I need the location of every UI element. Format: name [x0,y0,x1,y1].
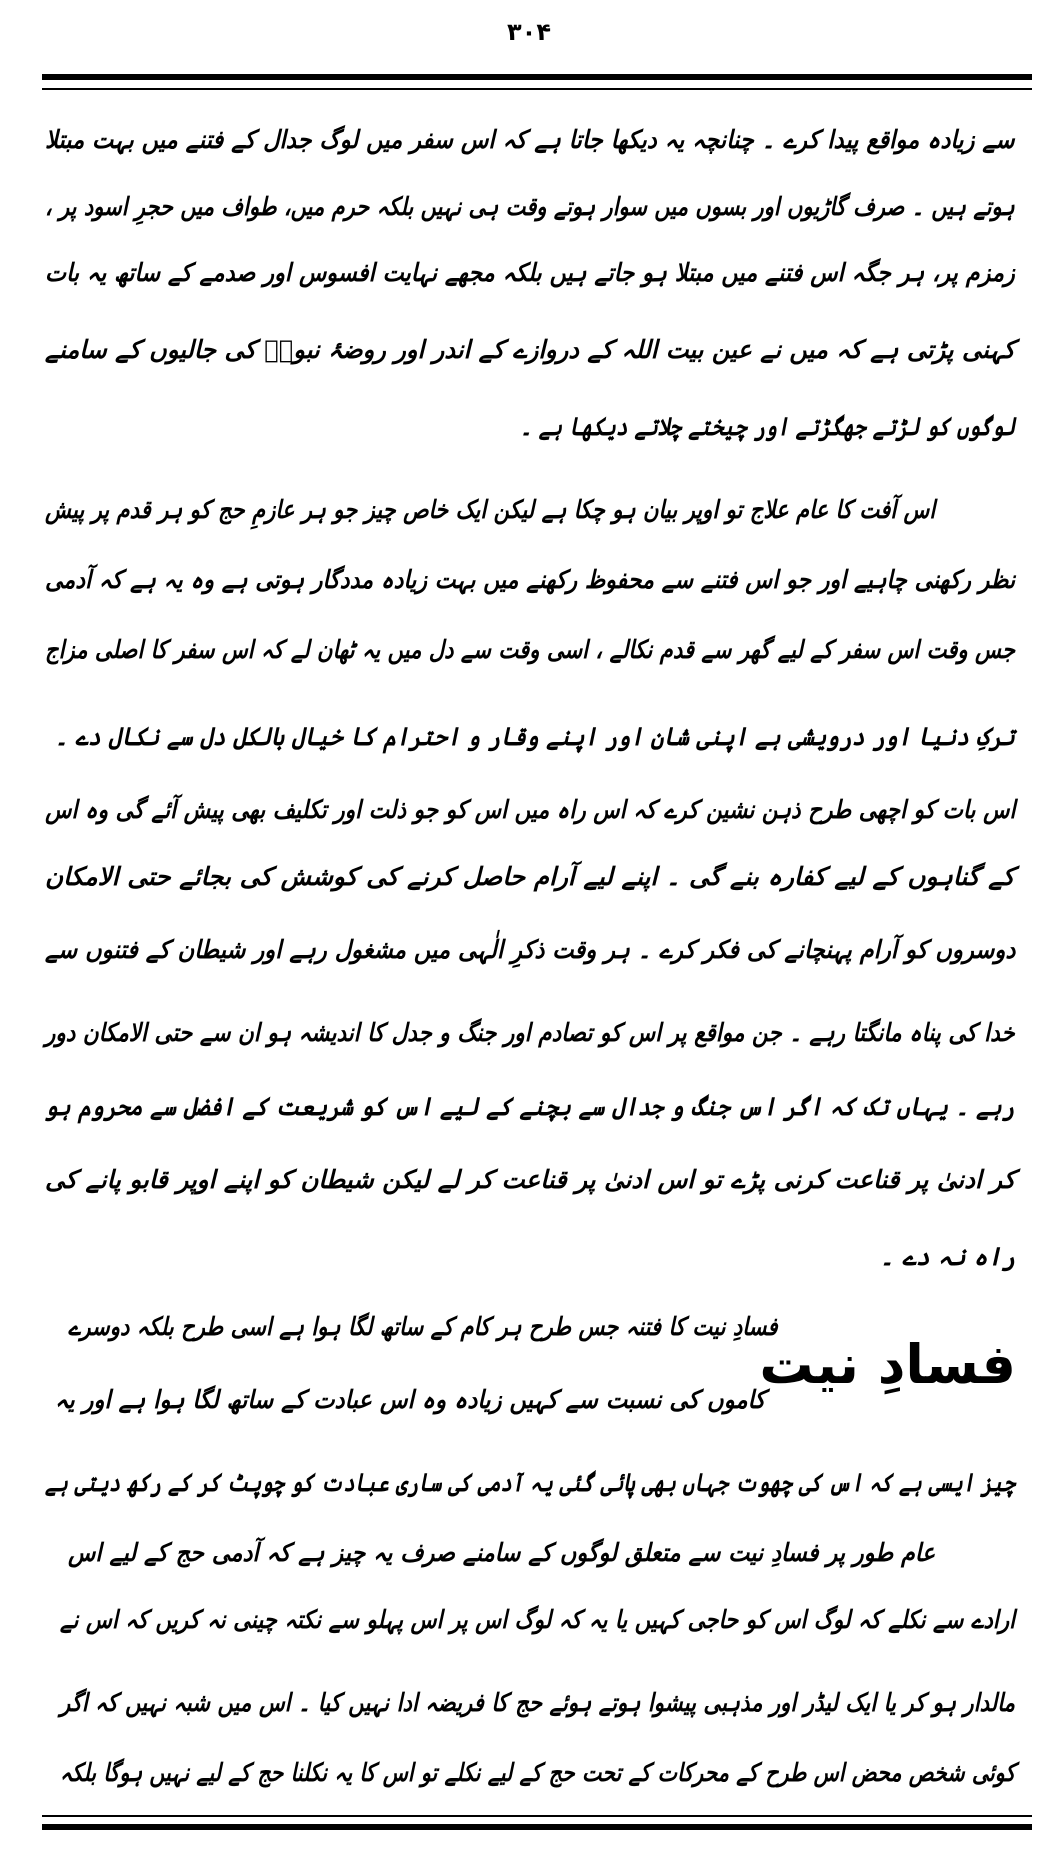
text-line: چیز ایسی ہے کہ اس کی چھوت جہاں بھی پائی گئی یہ آدمی کی ساری عبادت کو چوپٹ کر کے رکھ دیتی ہے [44,1468,1015,1497]
text-line: فسادِ نیت کا فتنہ جس طرح ہر کام کے ساتھ لگا ہوا ہے اسی طرح بلکہ دوسرے [68,1312,778,1341]
text-line: ترکِ دنیا اور درویشی ہے اپنی شان اور اپنے وقار و احترام کا خیال بالکل دل سے نکال دے ۔ [55,722,1015,751]
text-line: ارادے سے نکلے کہ لوگ اس کو حاجی کہیں یا یہ کہ لوگ اس پر اس پہلو سے نکتہ چینی نہ کریں کہ اس نے [59,1605,1015,1634]
text-line: راہ نہ دے ۔ [879,1242,1015,1271]
text-line: دوسروں کو آرام پہنچانے کی فکر کرے ۔ ہر وقت ذکرِ الٰہی میں مشغول رہے اور شیطان کے فتنوں سے [44,935,1015,964]
text-line: اس بات کو اچھی طرح ذہن نشین کرے کہ اس راہ میں اس کو جو ذلت اور تکلیف بھی پیش آئے گی وہ اس [44,795,1015,824]
text-line: کے گناہوں کے لیے کفارہ بنے گی ۔ اپنے لیے آرام حاصل کرنے کی کوشش کی بجائے حتی الامکان [45,862,1015,891]
text-line: کہنی پڑتی ہے کہ میں نے عین بیت اللہ کے دروازے کے اندر اور روضۂ نبویؐ کی جالیوں کے سامنے [45,335,1015,364]
text-line: سے زیادہ مواقع پیدا کرے ۔ چنانچہ یہ دیکھا جاتا ہے کہ اس سفر میں لوگ جدال کے فتنے میں بہت مبتلا [45,125,1015,154]
text-line: زمزم پر، ہر جگہ اس فتنے میں مبتلا ہو جاتے ہیں بلکہ مجھے نہایت افسوس اور صدمے کے ساتھ یہ بات [45,258,1015,287]
top-rule-thick [42,74,1032,80]
text-line: کر ادنیٰ پر قناعت کرنی پڑے تو اس ادنیٰ پر قناعت کر لے لیکن شیطان کو اپنے اوپر قابو پانے کی [44,1165,1015,1194]
top-rule-thin [42,88,1032,90]
section-heading: فسادِ نیت [759,1333,1016,1396]
text-line: نظر رکھنی چاہیے اور جو اس فتنے سے محفوظ رکھنے میں بہت زیادہ مددگار ہوتی ہے وہ یہ ہے کہ آدمی [44,565,1015,594]
text-line: جس وقت اس سفر کے لیے گھر سے قدم نکالے ، اسی وقت سے دل میں یہ ٹھان لے کہ اس سفر کا اصلی مزاج [44,635,1015,664]
text-line: عام طور پر فسادِ نیت سے متعلق لوگوں کے سامنے صرف یہ چیز ہے کہ آدمی حج کے لیے اس [67,1538,935,1567]
text-line: کوئی شخص محض اس طرح کے محرکات کے تحت حج کے لیے نکلے تو اس کا یہ نکلنا حج کے لیے نہیں ہوگا بلکہ [59,1758,1015,1787]
bottom-rule-thin [42,1815,1032,1817]
bottom-rule-thick [42,1824,1032,1830]
text-line: رہے ۔ یہاں تک کہ اگر اس جنگ و جدال سے بچنے کے لیے اس کو شریعت کے افضل سے محروم ہو [45,1092,1015,1121]
page-number: ۳۰۴ [507,18,551,46]
text-line: ہوتے ہیں ۔ صرف گاڑیوں اور بسوں میں سوار ہوتے وقت ہی نہیں بلکہ حرم میں، طواف میں حجرِ اسود پر ، [45,192,1015,221]
text-line: خدا کی پناہ مانگتا رہے ۔ جن مواقع پر اس کو تصادم اور جنگ و جدل کا اندیشہ ہو ان سے حتی الامکان دور [45,1018,1015,1047]
text-line: لوگوں کو لڑتے جھگڑتے اور چیختے چلاتے دیکھا ہے ۔ [519,412,1015,441]
text-line: مالدار ہو کر یا ایک لیڈر اور مذہبی پیشوا ہوتے ہوئے حج کا فریضہ ادا نہیں کیا ۔ اس میں شبہ نہیں کہ اگر [59,1688,1015,1717]
text-line: اس آفت کا عام علاج تو اوپر بیان ہو چکا ہے لیکن ایک خاص چیز جو ہر عازمِ حج کو ہر قدم پر پیش [44,495,935,524]
text-line: کاموں کی نسبت سے کہیں زیادہ وہ اس عبادت کے ساتھ لگا ہوا ہے اور یہ [54,1385,765,1414]
